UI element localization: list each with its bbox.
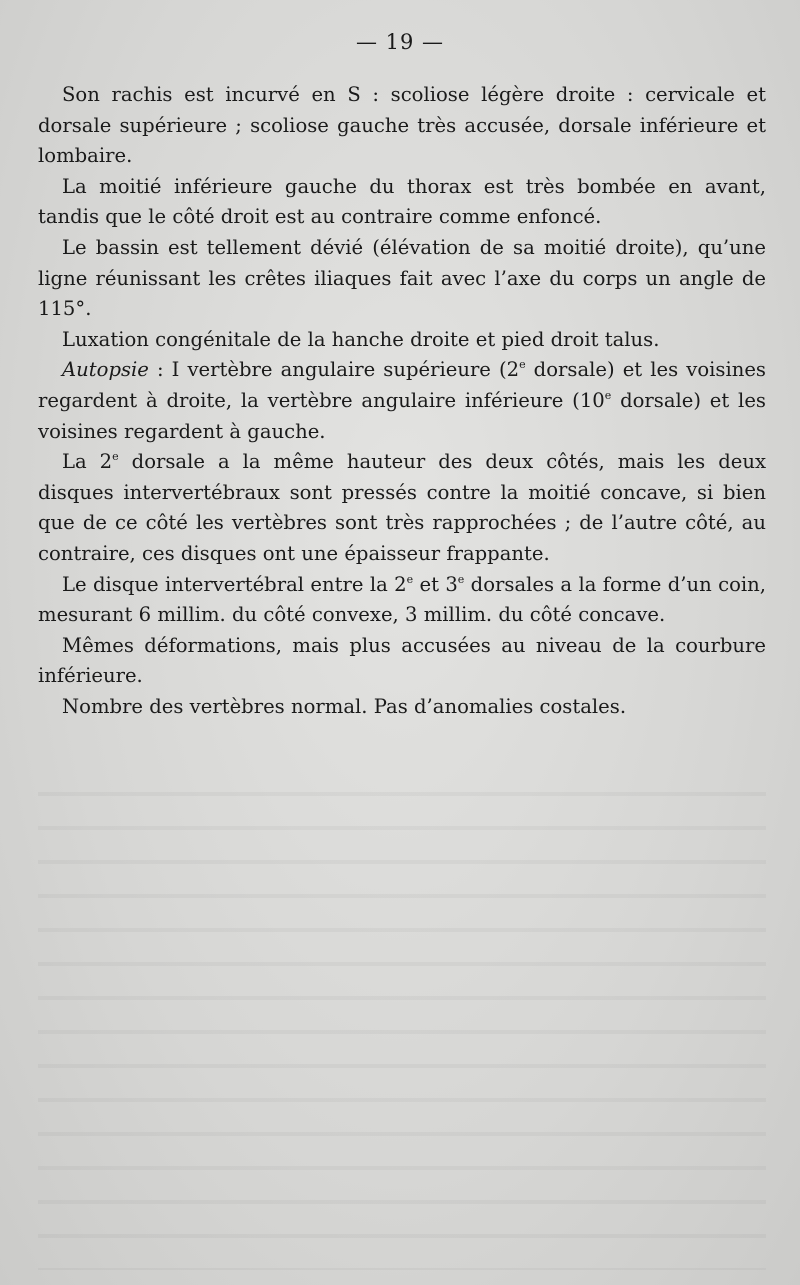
page-number: — 19 —	[355, 30, 445, 54]
paragraph-spine: Son rachis est incurvé en S : scoliose légère droite : cervicale et dorsale supérieure ; scoliose gauche très accusée, dorsale inférieure et lombaire.	[38, 83, 766, 168]
autopsy-text-a: : I	[148, 358, 180, 382]
disc-text-a: Le disque intervertébral entre la 2	[62, 572, 407, 596]
body-text	[38, 80, 766, 722]
autopsy-text-d: dorsale) et les voisines regardent à gauche.	[38, 388, 766, 443]
paragraph-autopsy	[38, 355, 766, 447]
superscript-e: e	[457, 572, 465, 586]
autopsy-text-b: vertèbre angulaire supérieure (2	[179, 358, 520, 382]
paragraph-pelvis: Le bassin est tellement dévié (élévation de sa moitié droite), qu’une ligne réunissant les crêtes iliaques fait avec l’axe du corps un angle de 115°.	[38, 235, 766, 321]
paragraph-vertebrae-count: Nombre des vertèbres normal. Pas d’anomalies costales.	[62, 694, 627, 718]
paragraph-deformations: Mêmes déformations, mais plus accusées au niveau de la courbure inférieure.	[38, 633, 766, 688]
disc-text-c: dorsales a la forme d’un coin, mesurant 6 millim. du côté convexe, 3 millim. du côté concave.	[38, 572, 766, 627]
superscript-e: e	[519, 358, 526, 372]
autopsy-text-c: dorsale) et les voisines regardent à droite, la vertèbre angulaire inférieure (10	[38, 358, 766, 412]
superscript-e: e	[406, 572, 414, 586]
superscript-e: e	[604, 388, 612, 402]
superscript-e: e	[112, 450, 119, 464]
autopsy-label: Autopsie	[62, 358, 149, 382]
second-dorsal-text-a: La 2	[62, 450, 113, 474]
disc-text-b: et 3	[413, 572, 458, 596]
paragraph-disc	[38, 570, 766, 631]
paragraph-luxation: Luxation congénitale de la hanche droite et pied droit talus.	[62, 327, 660, 351]
paragraph-second-dorsal	[38, 447, 766, 569]
bleed-through-shadow	[38, 770, 766, 1270]
paragraph-thorax: La moitié inférieure gauche du thorax est très bombée en avant, tandis que le côté droit est au contraire comme enfoncé.	[38, 174, 766, 229]
second-dorsal-text-b: dorsale a la même hauteur des deux côtés, mais les deux disques intervertébraux sont pressés contre la moitié concave, si bien que de ce côté les vertèbres sont très rapprochées ; de l’autre côté, au contraire, ces disques ont une épaisseur frappante.	[38, 450, 766, 565]
